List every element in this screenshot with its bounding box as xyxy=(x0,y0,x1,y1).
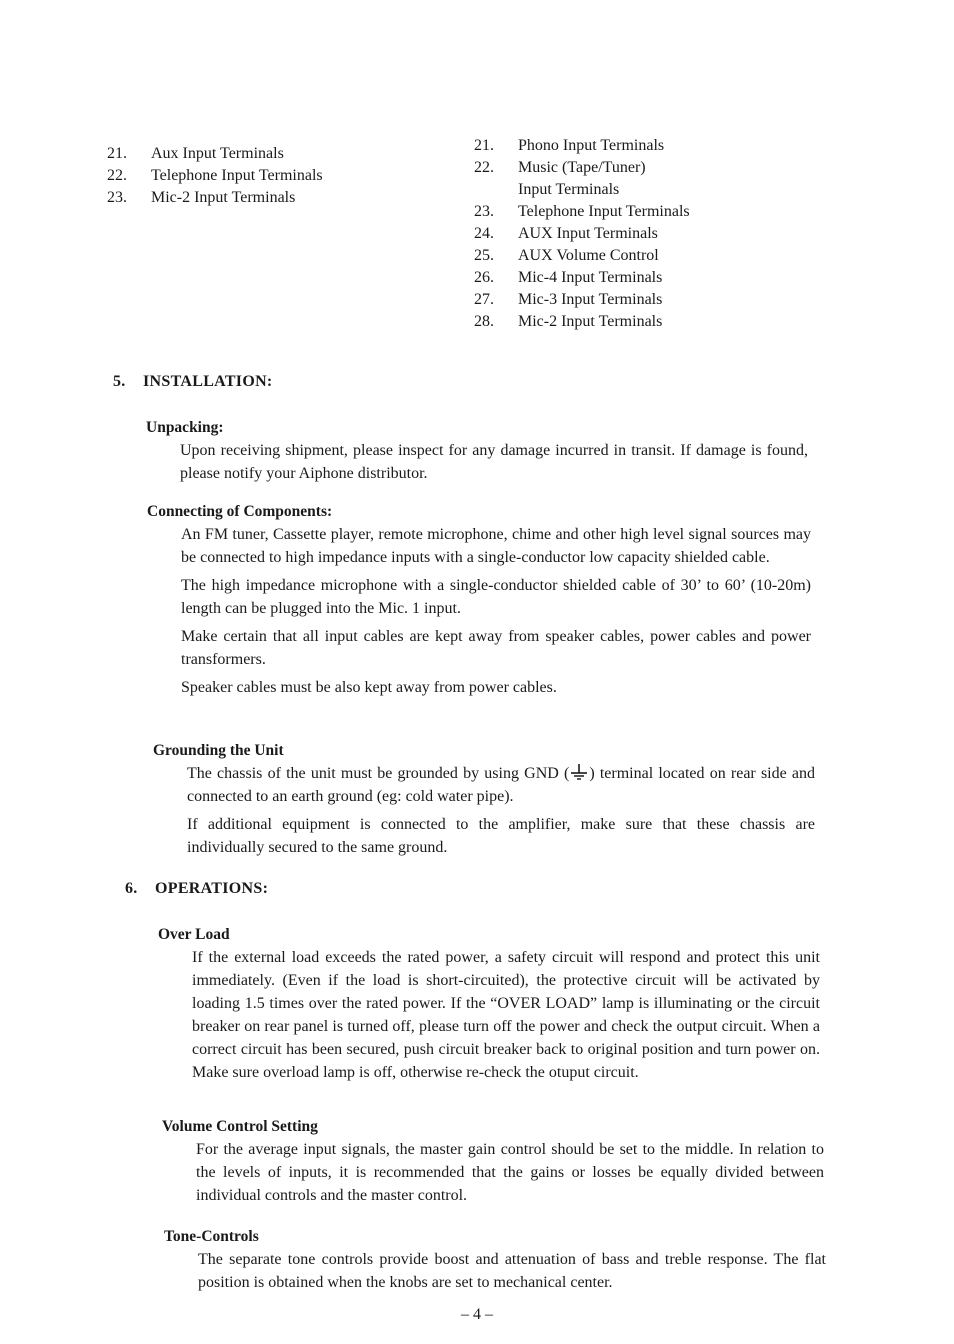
list-item: Input Terminals xyxy=(518,181,620,198)
subheading-connecting: Connecting of Components: xyxy=(147,503,333,520)
paragraph: An FM tuner, Cassette player, remote microphone, chime and other high level signal sources may be connected to high impedance inputs with a single-conductor low capacity shielded cable. xyxy=(181,526,811,566)
paragraph: If the external load exceeds the rated power, a safety circuit will respond and protect this unit immediately. (Even if the load is short-circuited), the protective circuit will be activated by loading 1.5 times over the rated power. If the “OVER LOAD” lamp is illuminating or the circuit breaker on rear panel is turned off, please turn off the power and check the output circuit. When a correct circuit has been secured, push circuit breaker back to original position and turn power on. Make sure overload lamp is off, otherwise re-check the otuput circuit. xyxy=(192,949,820,1081)
paragraph: The chassis of the unit must be grounded by using GND ( ) terminal located on rear side and connected to an earth ground (eg: cold water pipe). xyxy=(187,765,816,805)
paragraph: For the average input signals, the master gain control should be set to the middle. In relation to the levels of inputs, it is recommended that the gains or losses be equally divided between individual controls and the master control. xyxy=(196,1141,824,1204)
subheading-grounding: Grounding the Unit xyxy=(153,742,284,759)
subheading-tone: Tone-Controls xyxy=(164,1228,259,1245)
terminal-list-left xyxy=(107,143,437,209)
ground-symbol-icon xyxy=(569,764,589,780)
overload-block xyxy=(158,924,820,1089)
list-item: 21. Aux Input Terminals xyxy=(107,145,284,162)
list-item: 26. Mic-4 Input Terminals xyxy=(474,269,663,286)
page-number: – 4 – xyxy=(461,1306,493,1323)
paragraph: Make certain that all input cables are kept away from speaker cables, power cables and power transformers. xyxy=(181,628,811,668)
volume-block xyxy=(162,1116,824,1212)
list-item: 25. AUX Volume Control xyxy=(474,247,659,264)
list-item: 27. Mic-3 Input Terminals xyxy=(474,291,663,308)
paragraph: Speaker cables must be also kept away from power cables. xyxy=(181,679,557,696)
section-title-operations: 6. OPERATIONS: xyxy=(125,880,269,897)
subheading-unpacking: Unpacking: xyxy=(146,419,224,436)
paragraph: If additional equipment is connected to the amplifier, make sure that these chassis are individually secured to the same ground. xyxy=(187,816,815,856)
list-item: 24. AUX Input Terminals xyxy=(474,225,658,242)
list-item: 23. Mic-2 Input Terminals xyxy=(107,189,296,206)
list-item: 22. Music (Tape/Tuner) xyxy=(474,159,646,176)
subheading-volume: Volume Control Setting xyxy=(162,1118,318,1135)
list-item: 28. Mic-2 Input Terminals xyxy=(474,313,663,330)
tone-block xyxy=(164,1226,826,1299)
terminal-list-right xyxy=(474,135,854,333)
list-item: 23. Telephone Input Terminals xyxy=(474,203,690,220)
section-title-installation: 5. INSTALLATION: xyxy=(113,373,273,390)
paragraph: The separate tone controls provide boost and attenuation of bass and treble response. The flat position is obtained when the knobs are set to mechanical center. xyxy=(198,1251,826,1291)
list-item: 21. Phono Input Terminals xyxy=(474,137,665,154)
unpacking-block xyxy=(146,417,808,490)
list-item: 22. Telephone Input Terminals xyxy=(107,167,323,184)
grounding-block xyxy=(153,740,815,864)
connecting-block xyxy=(147,501,811,704)
subheading-overload: Over Load xyxy=(158,926,230,943)
paragraph: Upon receiving shipment, please inspect for any damage incurred in transit. If damage is found, please notify your Aiphone distributor. xyxy=(180,442,808,482)
paragraph: The high impedance microphone with a single-conductor shielded cable of 30’ to 60’ (10-20m) length can be plugged into the Mic. 1 input. xyxy=(181,577,811,617)
